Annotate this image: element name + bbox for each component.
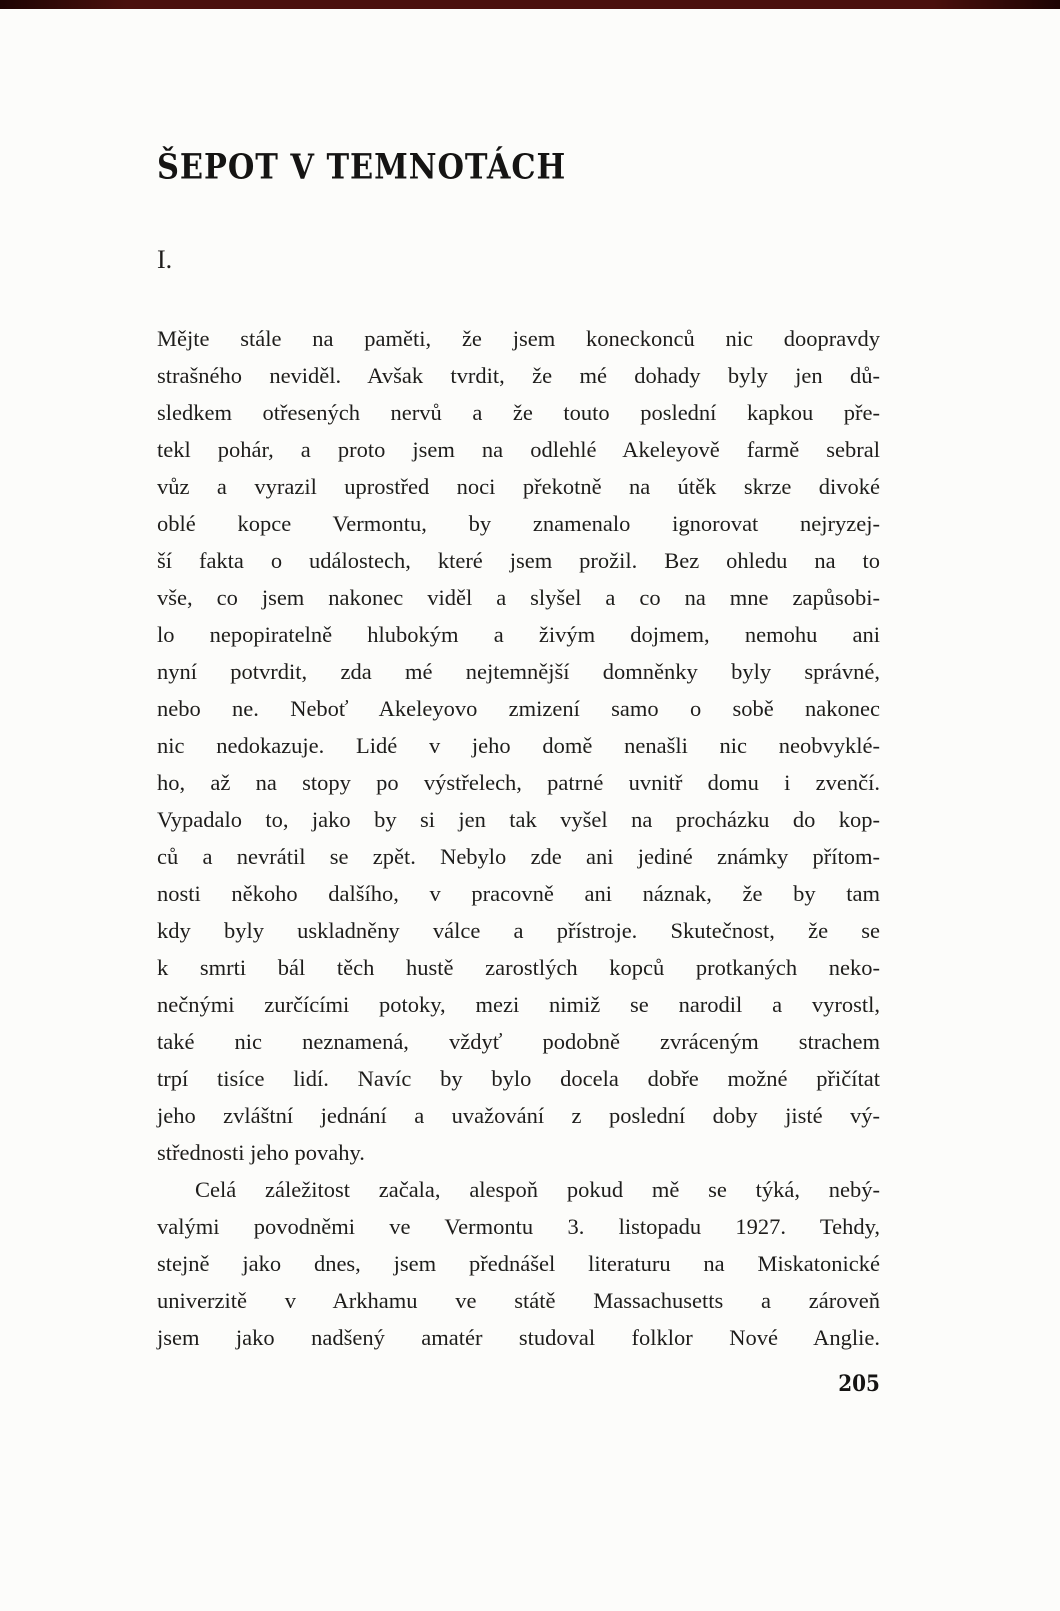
- chapter-title: ŠEPOT V TEMNOTÁCH: [157, 146, 567, 188]
- body-text: [157, 320, 880, 1356]
- text-line: tekl pohár, a proto jsem na odlehlé Akeleyově farmě sebral: [157, 437, 880, 462]
- text-line: sledkem otřesených nervů a že touto poslední kapkou pře-: [157, 400, 880, 425]
- text-line: k smrti bál těch hustě zarostlých kopců protkaných neko-: [157, 955, 880, 980]
- text-line: také nic neznamená, vždyť podobně zvráceným strachem: [157, 1029, 880, 1054]
- text-line: ho, až na stopy po výstřelech, patrné uvnitř domu i zvenčí.: [157, 770, 880, 795]
- page-number: 205: [838, 1370, 880, 1397]
- page-top-edge: [0, 0, 1060, 9]
- text-line: nic nedokazuje. Lidé v jeho domě nenašli nic neobvyklé-: [157, 733, 880, 758]
- text-line: nyní potvrdit, zda mé nejtemnější domněnky byly správné,: [157, 659, 880, 684]
- text-line: trpí tisíce lidí. Navíc by bylo docela dobře možné přičítat: [157, 1066, 880, 1091]
- section-number: I.: [157, 245, 173, 274]
- text-line: univerzitě v Arkhamu ve státě Massachusetts a zároveň: [157, 1288, 880, 1313]
- text-line: nosti někoho dalšího, v pracovně ani náznak, že by tam: [157, 881, 880, 906]
- text-line: jeho zvláštní jednání a uvažování z poslední doby jisté vý-: [157, 1103, 880, 1128]
- text-line: vše, co jsem nakonec viděl a slyšel a co na mne zapůsobi-: [157, 585, 880, 610]
- text-line: jsem jako nadšený amatér studoval folklor Nové Anglie.: [157, 1325, 880, 1350]
- text-line: lo nepopiratelně hlubokým a živým dojmem, nemohu ani: [157, 622, 880, 647]
- text-line: ců a nevrátil se zpět. Nebylo zde ani jediné známky přítom-: [157, 844, 880, 869]
- text-line: Vypadalo to, jako by si jen tak vyšel na procházku do kop-: [157, 807, 880, 832]
- text-line: oblé kopce Vermontu, by znamenalo ignorovat nejryzej-: [157, 511, 880, 536]
- text-line: Celá záležitost začala, alespoň pokud mě se týká, nebý-: [195, 1177, 880, 1202]
- text-line: valými povodněmi ve Vermontu 3. listopadu 1927. Tehdy,: [157, 1214, 880, 1239]
- text-line: nečnými zurčícími potoky, mezi nimiž se narodil a vyrostl,: [157, 992, 880, 1017]
- text-line: ší fakta o událostech, které jsem prožil. Bez ohledu na to: [157, 548, 880, 573]
- text-line: nebo ne. Neboť Akeleyovo zmizení samo o sobě nakonec: [157, 696, 880, 721]
- text-line: Mějte stále na paměti, že jsem koneckonců nic doopravdy: [157, 326, 880, 351]
- text-line: strašného neviděl. Avšak tvrdit, že mé dohady byly jen dů-: [157, 363, 880, 388]
- text-line: kdy byly uskladněny válce a přístroje. Skutečnost, že se: [157, 918, 880, 943]
- text-line: vůz a vyrazil uprostřed noci překotně na útěk skrze divoké: [157, 474, 880, 499]
- text-line: střednosti jeho povahy.: [157, 1140, 365, 1165]
- text-line: stejně jako dnes, jsem přednášel literaturu na Miskatonické: [157, 1251, 880, 1276]
